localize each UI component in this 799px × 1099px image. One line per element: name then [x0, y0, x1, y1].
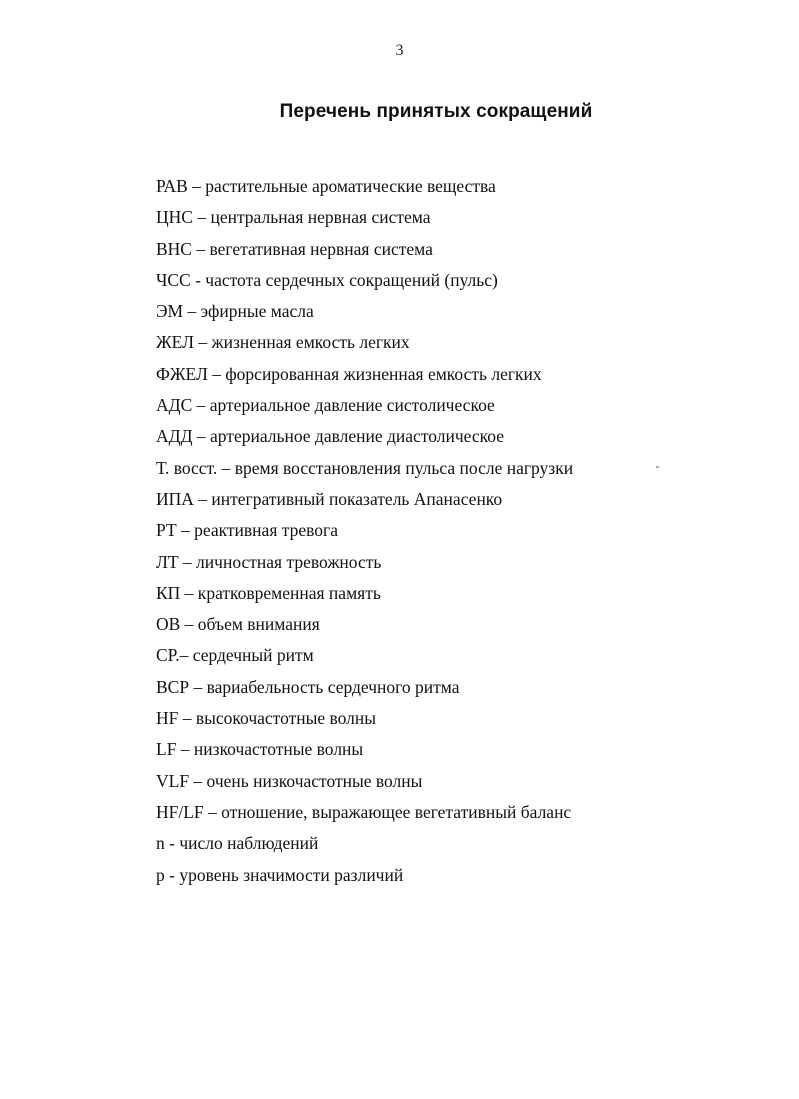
list-item: КП – кратковременная память [156, 582, 381, 603]
list-item: ИПА – интегративный показатель Апанасенко [156, 488, 503, 509]
list-item: HF – высокочастотные волны [156, 708, 377, 729]
list-item: СР.– сердечный ритм [156, 645, 314, 666]
list-item: ЧСС - частота сердечных сокращений (пульс) [156, 269, 498, 290]
list-item: LF – низкочастотные волны [156, 739, 364, 760]
list-item: АДД – артериальное давление диастолическое [156, 426, 504, 447]
list-item: ВНС – вегетативная нервная система [156, 238, 433, 259]
list-item: p - уровень значимости различий [156, 864, 404, 885]
list-item: ОВ – объем внимания [156, 614, 320, 635]
list-item: ВСР – вариабельность сердечного ритма [156, 676, 460, 697]
list-item: VLF – очень низкочастотные волны [156, 770, 423, 791]
list-item: n - число наблюдений [156, 833, 319, 854]
list-item: ЛТ – личностная тревожность [156, 551, 382, 572]
list-item: ЭМ – эфирные масла [156, 301, 314, 322]
list-item: АДС – артериальное давление систолическое [156, 395, 495, 416]
list-item: ЦНС – центральная нервная система [156, 207, 431, 228]
page-title: Перечень принятых сокращений [279, 101, 593, 122]
list-item: РАВ – растительные ароматические вещества [156, 176, 496, 196]
list-item: ЖЕЛ – жизненная емкость легких [156, 332, 410, 353]
page-number: 3 [395, 42, 404, 59]
scan-speck [656, 466, 659, 468]
list-item: Т. восст. – время восстановления пульса после нагрузки [156, 457, 574, 478]
list-item: РТ – реактивная тревога [156, 520, 338, 541]
list-item: ФЖЕЛ – форсированная жизненная емкость легких [156, 363, 542, 384]
list-item: HF/LF – отношение, выражающее вегетативный баланс [156, 801, 572, 822]
abbreviation-list [156, 173, 573, 893]
